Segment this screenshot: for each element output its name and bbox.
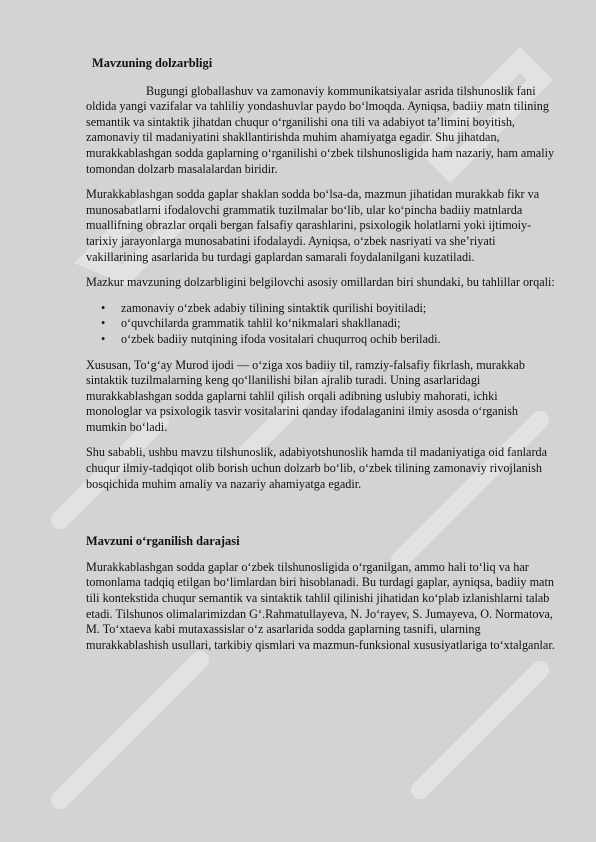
paragraph: Bugungi globallashuv va zamonaviy kommunikatsiyalar asrida tilshunoslik fani oldida yangi vazifalar va tahliliy yondashuvlar paydo bo‘lmoqda. Ayniqsa, badiiy matn tilining semantik va sintaktik jihatdan chuqur o‘rganilishi ona tili va adabiyot ta’limini boyitish, zamonaviy til madaniyatini shakllantirishda muhim ahamiyatga egadir. Shu jihatdan, murakkablashgan sodda gaplarning o‘rganilishi o‘zbek tilshunosligida ham nazariy, ham amaliy tomondan dolzarb masalalardan biridir. (86, 83, 555, 176)
document-page (86, 56, 556, 653)
watermark-mark-6 (420, 670, 540, 790)
section-heading-study-level: Mavzuni o‘rganilish darajasi (86, 534, 240, 549)
list-item: • o‘zbek badiiy nutqining ifoda vositalari chuqurroq ochib beriladi. (101, 331, 441, 346)
list-item: • zamonaviy o‘zbek adabiy tilining sintaktik qurilishi boyitiladi; (101, 300, 427, 315)
bullet-icon: • (101, 331, 106, 346)
bullet-icon: • (101, 300, 106, 315)
bullet-icon: • (101, 316, 106, 331)
paragraph: Xususan, To‘g‘ay Murod ijodi — o‘ziga xos badiiy til, ramziy-falsafiy fikrlash, murakkab sintaktik tuzilmalarning keng qo‘llanilishi bilan ajralib turadi. Uning asarlaridagi murakkablashgan sodda gaplarni tahlil qilish orqali adibning uslubiy mahorati, ichki monologlar va psixologik tasvir vositalarini qanday ifodalaganini ilmiy asosda o‘rganish mumkin bo‘ladi. (86, 357, 525, 434)
watermark-mark-5 (60, 660, 200, 800)
paragraph: Murakkablashgan sodda gaplar shaklan sodda bo‘lsa-da, mazmun jihatidan murakkab fikr va munosabatlarni ifodalovchi grammatik tuzilmalar bo‘lib, ular ko‘pincha badiiy matnlarda muallifning obrazlar orqali bergan falsafiy qarashlarini, psixologik holatlarni yoki ijtimoiy-tarixiy jarayonlarga munosabatini ifodalaydi. Ayniqsa, o‘zbek nasriyati va she’riyati vakillarining asarlarida bu turdagi gaplardan samarali foydalanilgani kuzatiladi. (86, 187, 540, 264)
paragraph: Shu sababli, ushbu mavzu tilshunoslik, adabiyotshunoslik hamda til madaniyatiga oid fanlarda chuqur ilmiy-tadqiqot olib borish uchun dolzarb bo‘lib, o‘zbek tilining zamonaviy rivojlanish bosqichida muhim amaliy va nazariy ahamiyatga egadir. (86, 445, 548, 491)
list-item: • o‘quvchilarda grammatik tahlil ko‘nikmalari shakllanadi; (101, 316, 401, 331)
paragraph: Mazkur mavzuning dolzarbligini belgilovchi asosiy omillardan biri shundaki, bu tahlillar orqali: (86, 275, 555, 290)
bullet-list (86, 301, 556, 348)
paragraph: Murakkablashgan sodda gaplar o‘zbek tilshunosligida o‘rganilgan, ammo hali to‘liq va har tomonlama tadqiq etilgan bo‘limlardan biri hisoblanadi. Bu turdagi gaplar, ayniqsa, badiiy matn tili kontekstida chuqur semantik va sintaktik tahlil qilinishi jihatidan ko‘plab izlanishlarni talab etadi. Tilshunos olimalarimizdan G‘.Rahmatullayeva, N. Jo‘rayev, S. Jumayeva, O. Normatova, M. To‘xtaeva kabi mutaxassislar o‘z asarlarida sodda gaplarning tasnifi, ularning murakkablashish usullari, tarkibiy qismlari va mazmun-funksional xususiyatlariga to‘xtalganlar. (86, 559, 555, 652)
section-heading-relevance: Mavzuning dolzarbligi (92, 56, 213, 70)
